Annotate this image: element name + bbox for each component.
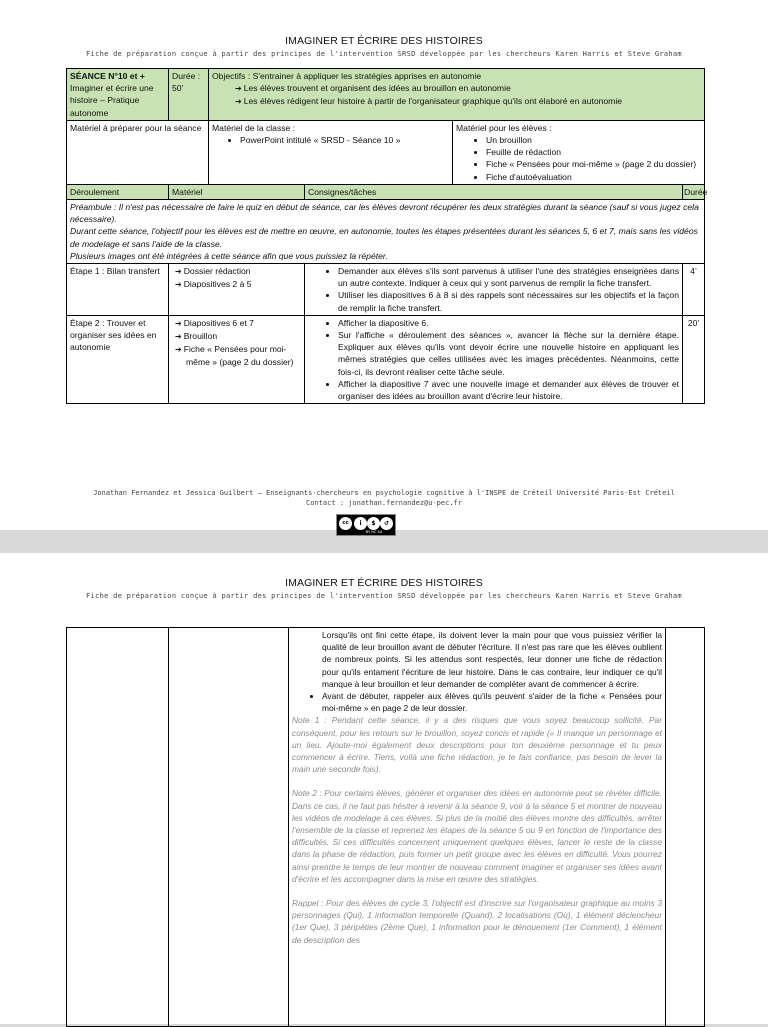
note-2: Note 2 : Pour certains élèves, générer et organiser des idées en autonomie peut se révéler difficile. Dans ce cas, il ne faut pas hésiter à revenir à la séance 9, voir à la séance 5 et montrer de nouveau les vidéos de modelage à ces élèves. Si plus de la moitié des élèves montre des difficultés, arrêter l'ensemble de la classe et reprenez les étapes de la séance 5 ou 9 en fonction de l'importance des difficultés. Si ces difficultés concernent uniquement quelques élèves, lancer le reste de la classe dans la phase de rédaction, puis former un petit groupe avec les élèves en difficulté. Vous pourrez ainsi prendre le temps de leur montrer de nouveau comment imaginer et organiser ses idées avant d'écrire et les accompagner dans la mise en œuvre des stratégies. [292, 788, 662, 884]
page-2 [0, 553, 768, 1024]
preamble-text: Plusieurs images ont été intégrées à cette séance afin que vous puissiez la répéter. [70, 250, 388, 261]
step-tasks [305, 315, 683, 403]
task-item: • Demander aux élèves s'ils sont parvenus à utiliser l'une des stratégies enseignées dans un autre contexte. Indiquer à ceux qui y sont parvenus de remplir la fiche transfert. [338, 265, 679, 289]
session-header-row [67, 69, 705, 121]
note-1: Note 1 : Pendant cette séance, il y a des risques que vous soyez beaucoup sollicité. Par conséquent, pour les retours sur le brouillon, soyez concis et rapide (« Il manque un personnage et un lieu. Ajoute-moi également deux descriptions pour ton deuxième personnage et tu peux commencer à écrire. Tiens, voilà une fiche rédaction, je te fais confiance, pas besoin de lever la main une seconde fois). [292, 715, 662, 775]
step-row [67, 264, 705, 316]
duration-cell [169, 69, 209, 121]
objective-item: ➔ Les élèves rédigent leur histoire à partir de l'organisateur graphique qu'ils ont élaboré en autonomie [246, 95, 701, 108]
step-duration: 20' [683, 315, 705, 403]
task-item: • Avant de débuter, rappeler aux élèves qu'ils peuvent s'aider de la fiche « Pensées pour moi-même » en page 2 de leur dossier. [322, 690, 662, 714]
empty-duree [666, 628, 705, 1027]
cc-license-badge [336, 514, 396, 536]
duration-label: Durée : [172, 71, 201, 81]
rappel-note: Rappel : Pour des élèves de cycle 3, l'objectif est d'inscrire sur l'organisateur graphique au moins 3 personnages (Qui), 1 information temporelle (Quand), 2 localisations (Où), 1 élément déclencheur (1er Que), 3 péripéties (2ème Que), 1 information pour le dénouement (1er Comment), 1 élément de description des [292, 898, 662, 945]
license-text: BY NC SA [365, 530, 383, 534]
by-icon: i [354, 517, 367, 530]
objective-item: ➔ Les élèves trouvent et organisent des idées au brouillon en autonomie [246, 82, 701, 95]
step-material-item: ➔ Fiche « Pensées pour moi-même » (page 2 du dossier) [186, 343, 301, 368]
empty-materiel [169, 628, 289, 1027]
duration-value: 50' [172, 83, 184, 94]
col-materiel: Matériel [169, 184, 305, 199]
footer-authors: Jonathan Fernandez et Jessica Guilbert – Enseignants-chercheurs en psychologie cognitive à l'INSPE de Créteil Université Paris-Est Créteil [93, 489, 675, 497]
session-name: SÉANCE N°10 et + [70, 71, 145, 81]
student-item: • Feuille de rédaction [486, 146, 701, 158]
step-materials [169, 315, 305, 403]
student-materials-cell [453, 120, 705, 184]
step-name: Étape 2 : Trouver et organiser ses idées en autonomie [67, 315, 169, 403]
step-name: Étape 1 : Bilan transfert [67, 264, 169, 316]
class-item: • PowerPoint intitulé « SRSD - Séance 10 » [240, 134, 449, 146]
empty-deroulement [67, 628, 169, 1027]
nc-icon: $ [367, 517, 380, 530]
column-header-row [67, 184, 705, 199]
materials-row [67, 120, 705, 184]
preamble-cell [67, 200, 705, 264]
sa-icon: ↺ [380, 517, 393, 530]
step-materials [169, 264, 305, 316]
prep-materials-cell [67, 120, 209, 184]
document-title: IMAGINER ET ÉCRIRE DES HISTOIRES [285, 35, 483, 47]
footer-contact: Contact : jonathan.fernandez@u-pec.fr [306, 499, 462, 507]
document-subtitle: Fiche de préparation conçue à partir des principes de l'intervention SRSD développée par les chercheurs Karen Harris et Steve Graham [86, 50, 682, 58]
student-item: • Fiche d'autoévaluation [486, 171, 701, 183]
task-item: • Utiliser les diapositives 6 à 8 si des rappels sont nécessaires sur les objectifs et la façon de remplir la fiche transfert. [338, 289, 679, 313]
students-label: Matériel pour les élèves : [456, 122, 552, 133]
col-duree: Durée [683, 184, 705, 199]
step-tasks [305, 264, 683, 316]
continuation-row [67, 628, 705, 1027]
preamble-text: Durant cette séance, l'objectif pour les élèves est de mettre en œuvre, en autonomie, toutes les étapes présentées durant les séances 5, 6 et 7, mais sans les vidéos de modelage et sans l'aide de la classe. [70, 226, 698, 249]
objectives-label: Objectifs : S'entrainer à appliquer les stratégies apprises en autonomie [212, 71, 482, 81]
continuation-table [66, 627, 705, 1027]
step-row [67, 315, 705, 403]
prep-label: Matériel à préparer pour la séance [70, 122, 202, 133]
document-title: IMAGINER ET ÉCRIRE DES HISTOIRES [285, 577, 483, 589]
continuation-tasks [289, 628, 666, 1027]
step-duration: 4' [683, 264, 705, 316]
step-material-item: ➔ Dossier rédaction [186, 265, 301, 278]
col-consignes: Consignes/tâches [305, 184, 683, 199]
preamble-row [67, 200, 705, 264]
class-label: Matériel de la classe : [212, 122, 296, 133]
step-material-item: ➔ Diapositives 6 et 7 [186, 317, 301, 330]
step-material-item: ➔ Diapositives 2 à 5 [186, 278, 301, 291]
session-desc: Imaginer et écrire une histoire – Pratique autonome [70, 83, 154, 118]
footer [0, 488, 768, 508]
step-material-item: ➔ Brouillon [186, 330, 301, 343]
task-item: • Afficher la diapositive 7 avec une nouvelle image et demander aux élèves de trouver et organiser des idées au brouillon avant d'écrire leur histoire. [338, 378, 679, 402]
task-item: • Afficher la diapositive 6. [338, 317, 679, 329]
class-materials-cell [209, 120, 453, 184]
session-table [66, 68, 708, 404]
student-item: • Fiche « Pensées pour moi-même » (page 2 du dossier) [486, 158, 701, 170]
student-item: • Un brouillon [486, 134, 701, 146]
objectives-cell [209, 69, 705, 121]
cc-icon: cc [339, 517, 352, 530]
document-subtitle: Fiche de préparation conçue à partir des principes de l'intervention SRSD développée par les chercheurs Karen Harris et Steve Graham [86, 592, 682, 600]
preamble-text: Préambule : Il n'est pas nécessaire de faire le quiz en début de séance, car les élèves devront récupérer les deux stratégies durant la séance (sauf si vous jugez cela nécessaire). [70, 202, 699, 225]
col-deroulement: Déroulement [67, 184, 169, 199]
task-item: • Sur l'affiche « déroulement des séances », avancer la flèche sur la dernière étape. Expliquer aux élèves qu'ils vont devoir écrire une nouvelle histoire en appliquant les mêmes stratégies que celles utilisées avec les images précédentes. Néanmoins, cette fois-ci, ils devront réaliser cette tâche seule. [338, 329, 679, 378]
continuation-text: Lorsqu'ils ont fini cette étape, ils doivent lever la main pour que vous puissiez vérifier la qualité de leur brouillon avant de débuter l'écriture. Il n'est pas rare que les élèves oublient de nombreux points. Si les attendus sont respectés, leur donner une fiche de rédaction pour qu'ils entament l'écriture de leur histoire. Dans le cas contraire, leur indiquer ce qu'il manque à leur brouillon et leur demander de compléter avant de commencer à écrire. [322, 630, 662, 689]
session-cell [67, 69, 169, 121]
